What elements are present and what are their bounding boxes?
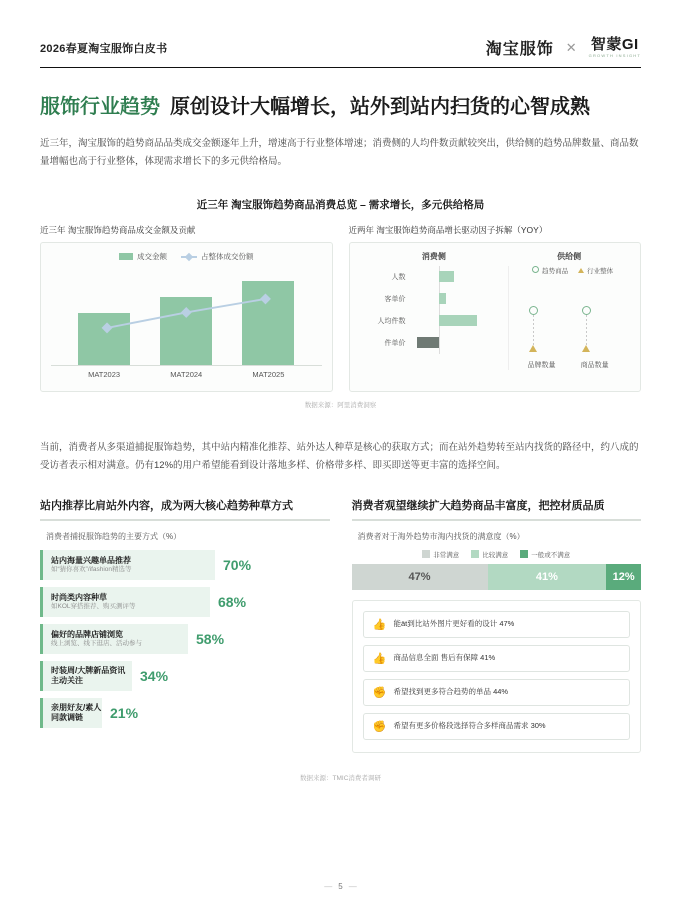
tornado-label-2: 人均件数 [377, 318, 406, 326]
chart-left-legend [51, 251, 322, 262]
section-title-highlight: 服饰行业趋势 [40, 96, 160, 118]
legend-item-amount [119, 251, 167, 262]
hbar-main-3: 时装周/大牌新品资讯主动关注 [51, 665, 126, 686]
hbar-item [40, 550, 330, 580]
hbar-sub-1: 如KOL穿搭推荐、购买测评等 [51, 603, 136, 611]
header-divider [40, 67, 641, 68]
fist-icon: ✊ [372, 687, 387, 700]
tornado-label-0: 人数 [391, 274, 406, 282]
left-column-title: 站内推荐比肩站外内容，成为两大核心趋势种草方式 [40, 497, 330, 521]
legend-amount-label: 成交金额 [137, 252, 167, 262]
legend-very-satisfied-label: 非常满意 [433, 552, 460, 560]
subhead-demand: 消费侧 [421, 252, 446, 262]
supply-col-brand [529, 306, 538, 352]
brand-zhimeng-tagline: GROWTH INSIGHT [588, 53, 641, 58]
hbar-main-2: 偏好的品牌店铺浏览 [51, 629, 123, 639]
bar-label-0: MAT2023 [88, 370, 121, 380]
stacked-seg-1: 41% [488, 564, 607, 590]
circle-marker-product [582, 306, 591, 315]
chart-right-caption: 近两年 淘宝服饰趋势商品增长驱动因子拆解（YOY） [348, 225, 548, 236]
brand-zhimeng-label: 智蒙GI [590, 36, 639, 53]
hbar-sub-0: 如“猜你喜欢”/ifashion精选等 [51, 566, 132, 574]
legend-somewhat-satisfied-label: 比较满意 [482, 552, 509, 560]
chart-right-box [349, 242, 642, 392]
supply-dot-chart [508, 266, 630, 370]
supply-caption-brand: 品牌数量 [527, 362, 556, 370]
legend-neutral [520, 550, 570, 559]
stacked-seg-0: 47% [352, 564, 488, 590]
circle-marker-brand [529, 306, 538, 315]
bar-chart [51, 268, 322, 366]
brand-lockup [486, 36, 641, 59]
legend-line-swatch [181, 256, 197, 258]
hbar-value-1: 68% [218, 594, 247, 611]
body-paragraph: 当前，消费者从多渠道捕捉服饰趋势，其中站内精准化推荐、站外达人种草是核心的获取方式；而在站外趋势转至站内找货的路径中，约八成的受访者表示相对满意。仍有12%的用户希望能看到设计落地多样、价格带多样、即买即送等更丰富的选择空间。 [40, 442, 639, 472]
quote-item [363, 611, 631, 638]
quote-text-2: 希望找到更多符合趋势的单品 44% [393, 687, 509, 697]
hbar-value-4: 21% [110, 705, 139, 722]
page-number: — 5 — [324, 882, 357, 891]
page-number-value: 5 [338, 882, 343, 891]
chart-left-caption: 近三年 淘宝服饰趋势商品成交金额及贡献 [40, 225, 196, 236]
legend-trend-label: 趋势商品 [542, 268, 569, 276]
bar-col-2 [242, 268, 294, 365]
brand-zhimeng [589, 37, 641, 58]
supply-col-product [582, 306, 591, 352]
hbar-value-3: 34% [140, 668, 169, 685]
quote-item [363, 645, 631, 672]
section-title [40, 90, 641, 119]
chart-source: 数据来源：阿里消费洞察 [304, 402, 377, 410]
quote-text-3: 希望有更多价格段选择符合多样商品需求 30% [393, 721, 546, 731]
lead-paragraph: 近三年，淘宝服饰的趋势商品品类成交金额逐年上升，增速高于行业整体增速；消费侧的人均件数贡献较突出，供给侧的趋势品牌数量、商品数量增幅也高于行业整体，体现需求增长下的多元供给格局。 [40, 138, 639, 168]
legend-share-label: 占整体成交份额 [201, 252, 254, 262]
legend-item-share [181, 251, 254, 262]
fist-icon: ✊ [372, 721, 387, 734]
tornado-chart [360, 266, 509, 370]
bar-label-1: MAT2024 [170, 370, 203, 380]
hbar-item [40, 587, 330, 617]
triangle-icon [578, 268, 584, 273]
chart-section [40, 197, 641, 409]
thumbs-up-icon: 👍 [372, 653, 387, 666]
tornado-row-2 [360, 310, 509, 332]
chart-left-box [40, 242, 333, 392]
bottom-section [40, 497, 641, 753]
quote-text-0: 能ät到比站外图片更好看的设计 47% [393, 619, 515, 629]
hbar-sub-2: 线上浏览、线下逛店、活动参与 [51, 640, 142, 648]
legend-industry-item [578, 266, 613, 275]
supply-caption-product: 商品数量 [580, 362, 609, 370]
stem-product [586, 315, 587, 345]
tornado-label-3: 件单价 [384, 340, 406, 348]
stacked-seg-2: 12% [606, 564, 641, 590]
hbar-item [40, 661, 330, 691]
legend-trend-item [532, 266, 568, 275]
page-header [40, 0, 641, 59]
section-title-main: 原创设计大幅增长，站外到站内扫货的心智成熟 [170, 96, 590, 118]
right-column-subtitle: 消费者对于淘外趋势市淘内找货的满意度（%） [357, 532, 525, 542]
hbar-item [40, 624, 330, 654]
stacked-bar [352, 564, 642, 590]
triangle-marker-product [582, 345, 590, 352]
legend-industry-label: 行业整体 [587, 268, 614, 276]
hbar-main-1: 时尚类内容种草 [51, 592, 107, 602]
legend-bar-swatch [119, 253, 133, 260]
legend-somewhat-satisfied [471, 550, 508, 559]
chart-right-subheads [360, 251, 631, 262]
chart-card-left [40, 224, 333, 392]
tornado-row-1 [360, 288, 509, 310]
tornado-row-3 [360, 332, 509, 354]
footer-source: 数据来源：TMIC消费者调研 [300, 775, 381, 783]
hbar-main-0: 站内海量兴趣单品推荐 [51, 555, 131, 565]
multiply-icon: ✕ [565, 39, 577, 55]
bar-col-0 [78, 268, 130, 365]
chart-card-right [349, 224, 642, 392]
left-column [40, 497, 330, 753]
hbar-value-2: 58% [196, 631, 225, 648]
brand-taobao-label: 淘宝服饰 [485, 41, 554, 58]
satisfaction-legend [352, 550, 642, 559]
supply-legend [515, 266, 630, 275]
right-column-title: 消费者观望继续扩大趋势商品丰富度，把控材质品质 [352, 497, 642, 521]
quote-item [363, 713, 631, 740]
tornado-row-0 [360, 266, 509, 288]
left-column-subtitle: 消费者捕捉服饰趋势的主要方式（%） [46, 532, 182, 542]
chart-section-title: 近三年 淘宝服饰趋势商品消费总览 – 需求增长，多元供给格局 [196, 199, 485, 212]
document-title: 2026春夏淘宝服饰白皮书 [40, 42, 168, 55]
hbar-main-4: 亲朋好友/素人同款调链 [51, 702, 102, 723]
bar-col-1 [160, 268, 212, 365]
quote-list [352, 600, 642, 753]
subhead-supply: 供给侧 [557, 252, 582, 262]
circle-icon [532, 266, 539, 273]
right-column [352, 497, 642, 753]
quote-item [363, 679, 631, 706]
stem-brand [533, 315, 534, 345]
quote-text-1: 商品信息全面 售后有保障 41% [393, 653, 496, 663]
tornado-label-1: 客单价 [384, 296, 406, 304]
legend-neutral-label: 一般或不满意 [531, 552, 571, 560]
triangle-marker-brand [529, 345, 537, 352]
legend-very-satisfied [422, 550, 459, 559]
hbar-value-0: 70% [223, 557, 252, 574]
bar-axis-labels [51, 370, 322, 379]
thumbs-up-icon: 👍 [372, 619, 387, 632]
bar-label-2: MAT2025 [252, 370, 285, 380]
hbar-item [40, 698, 330, 728]
